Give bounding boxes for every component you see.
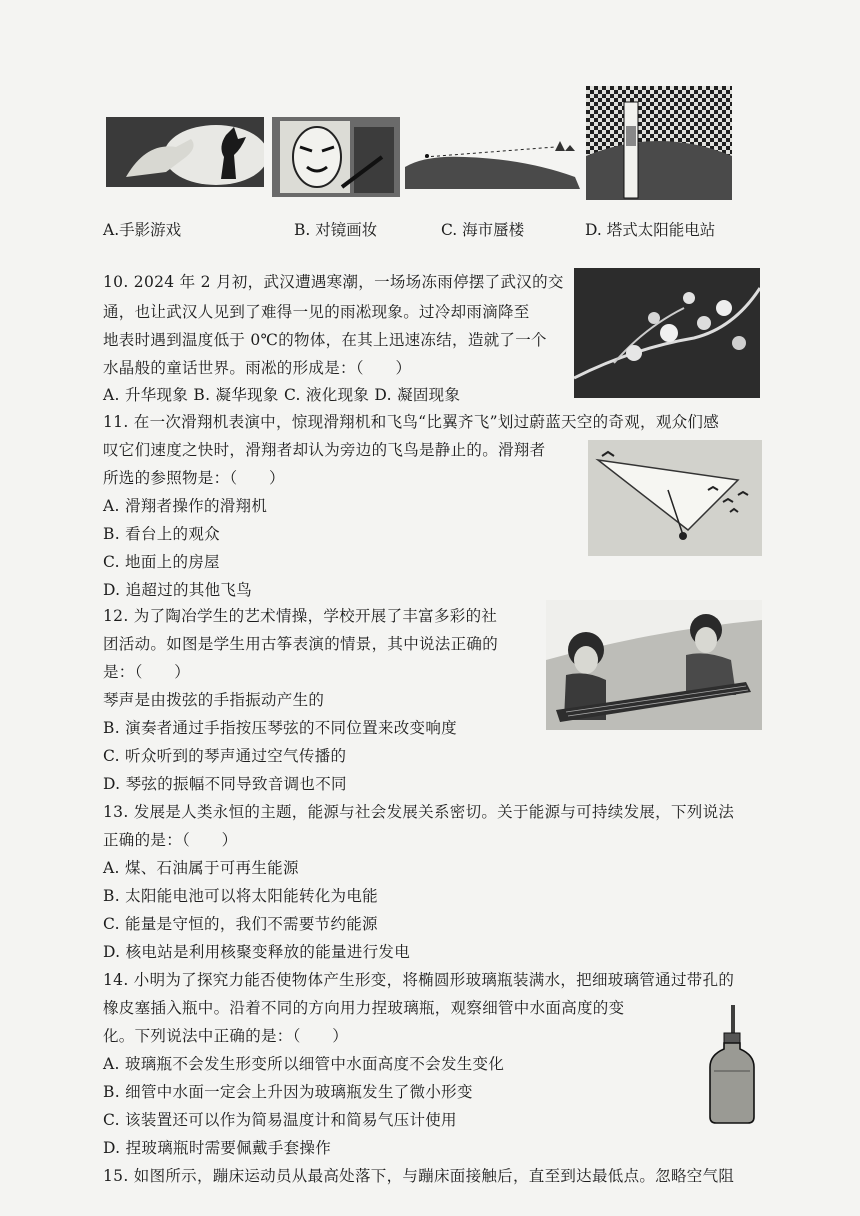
q12-option-b: B. 演奏者通过手指按压琴弦的不同位置来改变响度: [103, 719, 457, 737]
q15-line-1: 15. 如图所示，蹦床运动员从最高处落下，与蹦床面接触后，直至到达最低点。忽略空气阻: [103, 1167, 735, 1185]
solar-tower-illustration: [586, 86, 732, 200]
q13-line-2: 正确的是：（ ）: [103, 831, 238, 849]
q12-line-1: 12. 为了陶冶学生的艺术情操，学校开展了丰富多彩的社: [103, 607, 498, 625]
glider-image: [588, 440, 762, 556]
q9-option-c: C. 海市蜃楼: [441, 221, 525, 239]
q14-line-2: 橡皮塞插入瓶中。沿着不同的方向用力捏玻璃瓶，观察细管中水面高度的变: [103, 999, 625, 1017]
solar-tower-image: [586, 86, 732, 200]
mirage-illustration: [405, 137, 580, 189]
q11-line-3: 所选的参照物是：（ ）: [103, 469, 285, 487]
q14-line-3: 化。下列说法中正确的是：（ ）: [103, 1027, 349, 1045]
q11-option-a: A. 滑翔者操作的滑翔机: [103, 497, 268, 515]
q11-line-1: 11. 在一次滑翔机表演中，惊现滑翔机和飞鸟“比翼齐飞”划过蔚蓝天空的奇观，观众们感: [103, 413, 720, 431]
glider-illustration: [588, 440, 762, 556]
q10-line-4: 水晶般的童话世界。雨凇的形成是：（ ）: [103, 359, 412, 377]
q13-line-1: 13. 发展是人类永恒的主题，能源与社会发展关系密切。关于能源与可持续发展，下列说法: [103, 803, 735, 821]
glass-bottle-illustration: [706, 1005, 758, 1125]
mirror-makeup-image: [272, 117, 400, 197]
rime-ice-image: [574, 268, 760, 398]
q14-option-d: D. 捏玻璃瓶时需要佩戴手套操作: [103, 1139, 332, 1157]
q11-option-d: D. 追超过的其他飞鸟: [103, 581, 253, 599]
q12-line-2: 团活动。如图是学生用古筝表演的情景，其中说法正确的: [103, 635, 499, 653]
q13-option-a: A. 煤、石油属于可再生能源: [103, 859, 299, 877]
q13-option-c: C. 能量是守恒的，我们不需要节约能源: [103, 915, 378, 933]
hand-shadow-illustration: [106, 117, 264, 187]
mirage-image: [405, 137, 580, 189]
q14-option-c: C. 该装置还可以作为简易温度计和简易气压计使用: [103, 1111, 457, 1129]
q10-line-2: 通，也让武汉人见到了难得一见的雨凇现象。过冷却雨滴降至: [103, 303, 530, 321]
q11-line-2: 叹它们速度之快时，滑翔者却认为旁边的飞鸟是静止的。滑翔者: [103, 441, 546, 459]
q14-option-a: A. 玻璃瓶不会发生形变所以细管中水面高度不会发生变化: [103, 1055, 505, 1073]
hand-shadow-image: [106, 117, 264, 187]
q14-line-1: 14. 小明为了探究力能否使物体产生形变，将椭圆形玻璃瓶装满水，把细玻璃管通过带孔的: [103, 971, 735, 989]
q13-option-b: B. 太阳能电池可以将太阳能转化为电能: [103, 887, 378, 905]
q9-option-d: D. 塔式太阳能电站: [585, 221, 716, 239]
q14-option-b: B. 细管中水面一定会上升因为玻璃瓶发生了微小形变: [103, 1083, 473, 1101]
guzheng-illustration: [546, 600, 762, 730]
q12-option-a: 琴声是由拨弦的手指振动产生的: [103, 691, 325, 709]
q11-option-b: B. 看台上的观众: [103, 525, 220, 543]
glass-bottle-image: [706, 1005, 758, 1125]
q9-option-b: B. 对镜画妆: [294, 221, 378, 239]
q9-option-a: A.手影游戏: [103, 221, 182, 239]
q10-line-5: A. 升华现象 B. 凝华现象 C. 液化现象 D. 凝固现象: [103, 386, 461, 404]
q12-option-d: D. 琴弦的振幅不同导致音调也不同: [103, 775, 347, 793]
q12-option-c: C. 听众听到的琴声通过空气传播的: [103, 747, 347, 765]
q11-option-c: C. 地面上的房屋: [103, 553, 220, 571]
q10-line-1: 10. 2024 年 2 月初，武汉遭遇寒潮，一场场冻雨停摆了武汉的交: [103, 273, 564, 291]
q12-line-3: 是：（ ）: [103, 663, 191, 681]
q13-option-d: D. 核电站是利用核聚变释放的能量进行发电: [103, 943, 411, 961]
guzheng-image: [546, 600, 762, 730]
mirror-makeup-illustration: [272, 117, 400, 197]
rime-ice-illustration: [574, 268, 760, 398]
q10-line-3: 地表时遇到温度低于 0℃的物体，在其上迅速冻结，造就了一个: [103, 331, 547, 349]
